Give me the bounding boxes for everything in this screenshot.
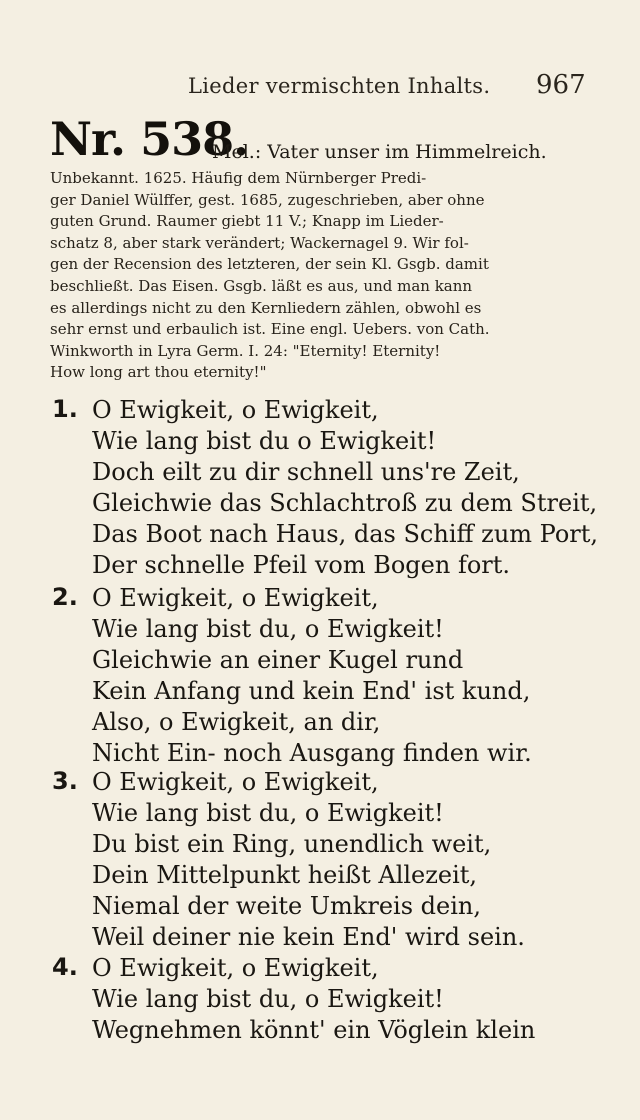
- verse-line: Wie lang bist du, o Ewigkeit!: [92, 985, 444, 1013]
- verse-line: Doch eilt zu dir schnell uns're Zeit,: [92, 458, 520, 486]
- verse-line: Der schnelle Pfeil vom Bogen fort.: [92, 551, 511, 579]
- verse-line: O Ewigkeit, o Ewigkeit,: [92, 768, 379, 796]
- note-line: guten Grund. Raumer giebt 11 V.; Knapp im Lieder-: [50, 212, 444, 231]
- verse-1: [52, 395, 612, 581]
- verse-number: 1.: [52, 395, 78, 423]
- verse-line: Dein Mittelpunkt heißt Allezeit,: [92, 861, 478, 889]
- verse-line: Wegnehmen könnt' ein Vöglein klein: [92, 1016, 536, 1044]
- verse-line: Also, o Ewigkeit, an dir,: [92, 708, 381, 736]
- note-line: sehr ernst und erbaulich ist. Eine engl. Uebers. von Cath.: [50, 320, 490, 339]
- verse-line: Wie lang bist du, o Ewigkeit!: [92, 799, 444, 827]
- verse-line: O Ewigkeit, o Ewigkeit,: [92, 396, 379, 424]
- verse-line: Das Boot nach Haus, das Schiff zum Port,: [92, 520, 599, 548]
- verse-line: Niemal der weite Umkreis dein,: [92, 892, 481, 920]
- verse-4: [52, 953, 612, 1046]
- verse-line: O Ewigkeit, o Ewigkeit,: [92, 954, 379, 982]
- verse-line: O Ewigkeit, o Ewigkeit,: [92, 584, 379, 612]
- note-line: Winkworth in Lyra Germ. I. 24: "Eternity! Eternity!: [50, 341, 441, 360]
- verse-number: 4.: [52, 953, 78, 981]
- verse-line: Gleichwie das Schlachtroß zu dem Streit,: [92, 489, 598, 517]
- verse-line: Nicht Ein- noch Ausgang finden wir.: [92, 739, 532, 767]
- hymn-source-note: [50, 168, 590, 384]
- running-head: Lieder vermischten Inhalts.: [188, 74, 491, 98]
- verse-2: [52, 583, 612, 769]
- verse-line: Gleichwie an einer Kugel rund: [92, 646, 464, 674]
- verse-number: 2.: [52, 583, 78, 611]
- hymn-number: Nr. 538.: [50, 112, 249, 166]
- melody-reference: Mel.: Vater unser im Himmelreich.: [212, 141, 547, 163]
- verse-line: Weil deiner nie kein End' wird sein.: [92, 923, 525, 951]
- verse-line: Kein Anfang und kein End' ist kund,: [92, 677, 531, 705]
- verse-line: Du bist ein Ring, unendlich weit,: [92, 830, 492, 858]
- note-line: es allerdings nicht zu den Kernliedern zählen, obwohl es: [50, 298, 482, 317]
- note-line: How long art thou eternity!": [50, 363, 267, 382]
- note-line: schatz 8, aber stark verändert; Wackernagel 9. Wir fol-: [50, 233, 469, 252]
- verse-line: Wie lang bist du o Ewigkeit!: [92, 427, 437, 455]
- note-line: gen der Recension des letzteren, der sein Kl. Gsgb. damit: [50, 255, 489, 274]
- verse-3: [52, 767, 612, 953]
- note-line: ger Daniel Wülffer, gest. 1685, zugeschrieben, aber ohne: [50, 190, 485, 209]
- note-line: beschließt. Das Eisen. Gsgb. läßt es aus, und man kann: [50, 276, 473, 295]
- verse-line: Wie lang bist du, o Ewigkeit!: [92, 615, 444, 643]
- page-number: 967: [536, 70, 586, 100]
- note-line: Unbekannt. 1625. Häufig dem Nürnberger Predi-: [50, 169, 427, 187]
- verse-number: 3.: [52, 767, 78, 795]
